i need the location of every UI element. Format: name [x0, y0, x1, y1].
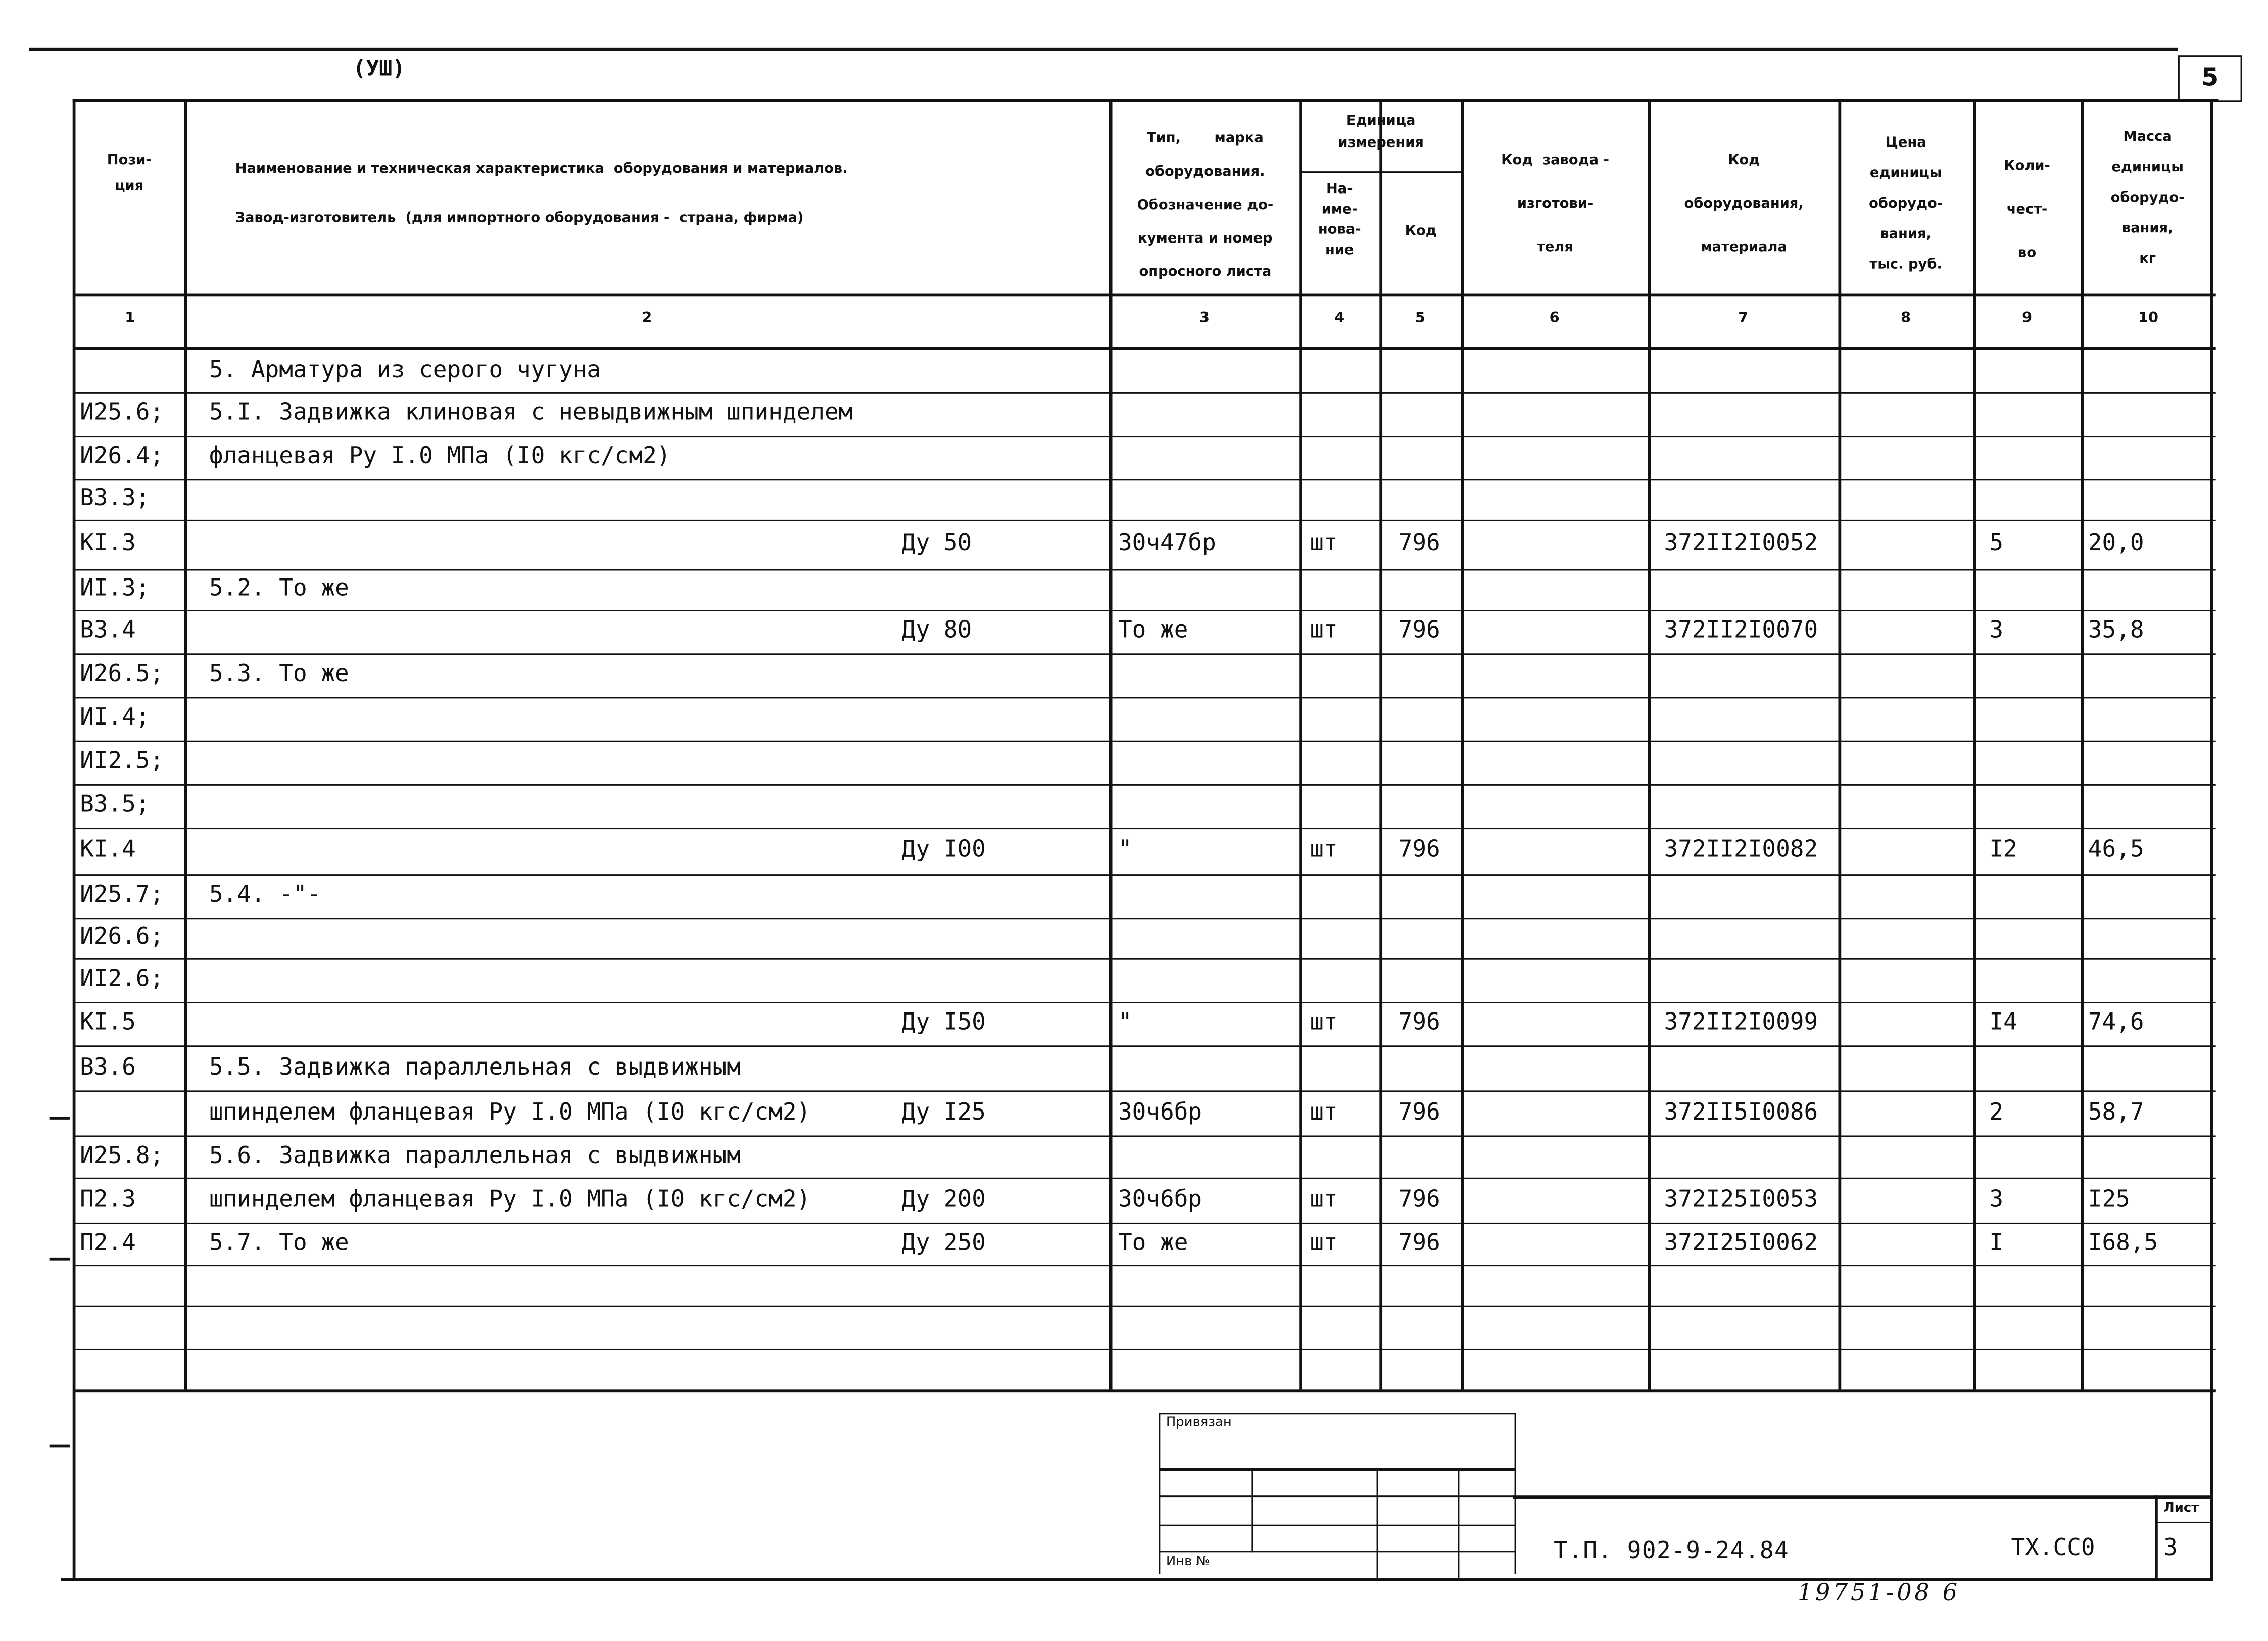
- title-block-divider: [2155, 1522, 2210, 1523]
- header-unit-code: Код: [1405, 223, 1437, 240]
- column-number: 8: [1901, 311, 1911, 327]
- row-rule: [75, 1349, 2215, 1350]
- row-quantity: 2: [1989, 1097, 2004, 1125]
- title-block-top: [1513, 1495, 2210, 1498]
- row-rule: [75, 741, 2215, 742]
- row-rule: [75, 828, 2215, 829]
- row-mass: I68,5: [2088, 1227, 2158, 1256]
- row-position: ИI2.5;: [80, 746, 164, 774]
- column-rule: [184, 99, 186, 1389]
- row-name: шпинделем фланцевая Ру I.0 МПа (I0 кгс/см2): [209, 1184, 811, 1212]
- header-mass: Масса единицы оборудо- вания, кг: [2110, 129, 2185, 267]
- row-type: ": [1118, 1007, 1132, 1036]
- row-name: фланцевая Ру I.0 МПа (I0 кгс/см2): [209, 441, 671, 469]
- row-quantity: 5: [1989, 528, 2004, 556]
- margin-tick: [50, 1445, 70, 1448]
- header-position: Пози- ция: [107, 152, 152, 195]
- column-number: 9: [2022, 311, 2033, 327]
- row-position: КI.4: [80, 835, 136, 863]
- column-rule: [1299, 99, 1301, 1389]
- row-unit-code: 796: [1398, 528, 1440, 556]
- column-number: 6: [1549, 311, 1560, 327]
- row-equipment-code: 372I25I0062: [1664, 1227, 1818, 1256]
- row-equipment-code: 372II5I0086: [1664, 1097, 1818, 1125]
- row-rule: [75, 1045, 2215, 1047]
- row-rule: [75, 784, 2215, 786]
- row-position: В3.6: [80, 1052, 136, 1080]
- top-rule: [29, 48, 2178, 50]
- column-number: 3: [1199, 311, 1210, 327]
- column-number: 1: [125, 311, 135, 327]
- section-mark: (УШ): [353, 55, 406, 81]
- row-mass: I25: [2088, 1184, 2130, 1212]
- header-unit-group: Единица измерения: [1338, 113, 1424, 151]
- designation: Т.П. 902-9-24.84: [1554, 1536, 1790, 1564]
- column-number: 10: [2138, 311, 2159, 327]
- header-quantity: Коли- чест- во: [2004, 158, 2050, 262]
- row-type: То же: [1118, 615, 1188, 644]
- row-rule: [75, 1223, 2215, 1224]
- row-quantity: I: [1989, 1227, 2004, 1256]
- row-unit-code: 796: [1398, 1097, 1440, 1125]
- row-rule: [75, 1306, 2215, 1307]
- row-name: 5.3. То же: [209, 659, 349, 687]
- row-rule: [75, 874, 2215, 876]
- row-mass: 46,5: [2088, 835, 2144, 863]
- row-rule: [75, 1135, 2215, 1137]
- row-position: И25.6;: [80, 398, 164, 426]
- table-bottom-rule: [75, 1389, 2215, 1392]
- header-type: Тип, марка оборудования. Обозначение до- кумента и номер опросного листа: [1137, 130, 1274, 280]
- title-block-divider: [2155, 1495, 2157, 1580]
- row-name: 5.6. Задвижка параллельная с выдвижным: [209, 1140, 741, 1169]
- header-subrule: [1299, 171, 1462, 173]
- colnum-bottom-rule: [75, 347, 2215, 350]
- column-rule: [1379, 99, 1381, 1389]
- row-rule: [75, 1178, 2215, 1179]
- row-unit: шт: [1310, 1097, 1338, 1125]
- stamp-privyazan: Привязан: [1166, 1416, 1232, 1430]
- row-quantity: 3: [1989, 615, 2004, 644]
- row-position: П2.3: [80, 1184, 136, 1212]
- column-rule: [1973, 99, 1975, 1389]
- row-position: ИI2.6;: [80, 964, 164, 992]
- row-position: КI.3: [80, 528, 136, 556]
- row-mass: 20,0: [2088, 528, 2144, 556]
- row-position: В3.3;: [80, 484, 150, 511]
- row-equipment-code: 372I25I0053: [1664, 1184, 1818, 1212]
- sheet-label: Лист: [2163, 1501, 2199, 1516]
- column-rule: [1648, 99, 1650, 1389]
- header-unit-name: На- име- нова- ние: [1318, 181, 1361, 259]
- row-rule: [75, 1002, 2215, 1003]
- row-name: 5.I. Задвижка клиновая с невыдвижным шпинделем: [209, 398, 853, 426]
- header-name: Наименование и техническая характеристика оборудования и материалов. Завод-изготовитель (для импортного оборудования - страна, фирма): [235, 161, 848, 227]
- header-plant-code: Код завода - изготови- теля: [1501, 152, 1609, 256]
- row-name: шпинделем фланцевая Ру I.0 МПа (I0 кгс/см2): [209, 1097, 811, 1125]
- column-number: 5: [1415, 311, 1425, 327]
- row-rule: [75, 958, 2215, 960]
- row-unit: шт: [1310, 1227, 1338, 1256]
- column-rule: [1838, 99, 1840, 1389]
- row-rule: [75, 1090, 2215, 1092]
- sheet-corner-number: 5: [2178, 55, 2242, 102]
- row-type: 30ч6бр: [1118, 1097, 1202, 1125]
- row-unit: шт: [1310, 615, 1338, 644]
- row-rule: [75, 610, 2215, 611]
- header-bottom-rule: [75, 294, 2215, 296]
- row-nominal-size: Ду 200: [901, 1184, 986, 1212]
- margin-tick: [50, 1258, 70, 1261]
- row-rule: [75, 653, 2215, 655]
- row-name: 5. Арматура из серого чугуна: [209, 355, 601, 383]
- row-nominal-size: Ду 80: [901, 615, 972, 644]
- row-position: КI.5: [80, 1007, 136, 1036]
- column-number: 2: [642, 311, 652, 327]
- row-rule: [75, 918, 2215, 919]
- row-nominal-size: Ду 250: [901, 1227, 986, 1256]
- row-type: 30ч47бр: [1118, 528, 1216, 556]
- row-quantity: 3: [1989, 1184, 2004, 1212]
- archive-number: 19751-08 6: [1798, 1578, 1960, 1606]
- row-nominal-size: Ду I50: [901, 1007, 986, 1036]
- row-position: ИI.4;: [80, 703, 150, 731]
- column-number: 4: [1334, 311, 1345, 327]
- row-position: В3.5;: [80, 790, 150, 818]
- row-equipment-code: 372II2I0099: [1664, 1007, 1818, 1036]
- row-unit-code: 796: [1398, 1227, 1440, 1256]
- row-name: 5.2. То же: [209, 573, 349, 601]
- row-rule: [75, 569, 2215, 571]
- row-position: И26.4;: [80, 441, 164, 469]
- row-position: П2.4: [80, 1227, 136, 1256]
- column-rule: [1109, 99, 1112, 1389]
- row-unit-code: 796: [1398, 1007, 1440, 1036]
- header-equipment-code: Код оборудования, материала: [1684, 152, 1804, 256]
- column-rule: [1461, 99, 1463, 1389]
- row-rule: [75, 392, 2215, 394]
- row-unit-code: 796: [1398, 1184, 1440, 1212]
- row-position: И26.6;: [80, 922, 164, 950]
- row-unit-code: 796: [1398, 835, 1440, 863]
- column-number: 7: [1738, 311, 1749, 327]
- row-unit-code: 796: [1398, 615, 1440, 644]
- row-equipment-code: 372II2I0070: [1664, 615, 1818, 644]
- row-type: 30ч6бр: [1118, 1184, 1202, 1212]
- row-quantity: I2: [1989, 835, 2017, 863]
- row-name: 5.4. -"-: [209, 880, 321, 908]
- row-mass: 35,8: [2088, 615, 2144, 644]
- row-name: 5.7. То же: [209, 1227, 349, 1256]
- row-name: 5.5. Задвижка параллельная с выдвижным: [209, 1052, 741, 1080]
- row-equipment-code: 372II2I0052: [1664, 528, 1818, 556]
- row-unit: шт: [1310, 1007, 1338, 1036]
- row-mass: 58,7: [2088, 1097, 2144, 1125]
- header-price: Цена единицы оборудо- вания, тыс. руб.: [1869, 135, 1943, 273]
- row-position: В3.4: [80, 615, 136, 644]
- row-nominal-size: Ду I25: [901, 1097, 986, 1125]
- row-nominal-size: Ду 50: [901, 528, 972, 556]
- row-rule: [75, 436, 2215, 437]
- column-rule: [2081, 99, 2083, 1389]
- row-unit: шт: [1310, 835, 1338, 863]
- sheet-number: 3: [2163, 1533, 2178, 1561]
- row-quantity: I4: [1989, 1007, 2017, 1036]
- row-type: То же: [1118, 1227, 1188, 1256]
- row-unit: шт: [1310, 1184, 1338, 1212]
- row-position: И26.5;: [80, 659, 164, 687]
- row-equipment-code: 372II2I0082: [1664, 835, 1818, 863]
- row-rule: [75, 1265, 2215, 1266]
- row-rule: [75, 520, 2215, 521]
- row-rule: [75, 479, 2215, 480]
- stamp-inv-no: Инв №: [1166, 1555, 1210, 1570]
- row-rule: [75, 697, 2215, 699]
- doc-code: ТХ.СС0: [2011, 1533, 2095, 1561]
- row-position: ИI.3;: [80, 573, 150, 601]
- row-mass: 74,6: [2088, 1007, 2144, 1036]
- row-unit: шт: [1310, 528, 1338, 556]
- row-type: ": [1118, 835, 1132, 863]
- margin-tick: [50, 1117, 70, 1120]
- row-nominal-size: Ду I00: [901, 835, 986, 863]
- row-position: И25.8;: [80, 1140, 164, 1169]
- frame-top: [73, 99, 2219, 102]
- row-position: И25.7;: [80, 880, 164, 908]
